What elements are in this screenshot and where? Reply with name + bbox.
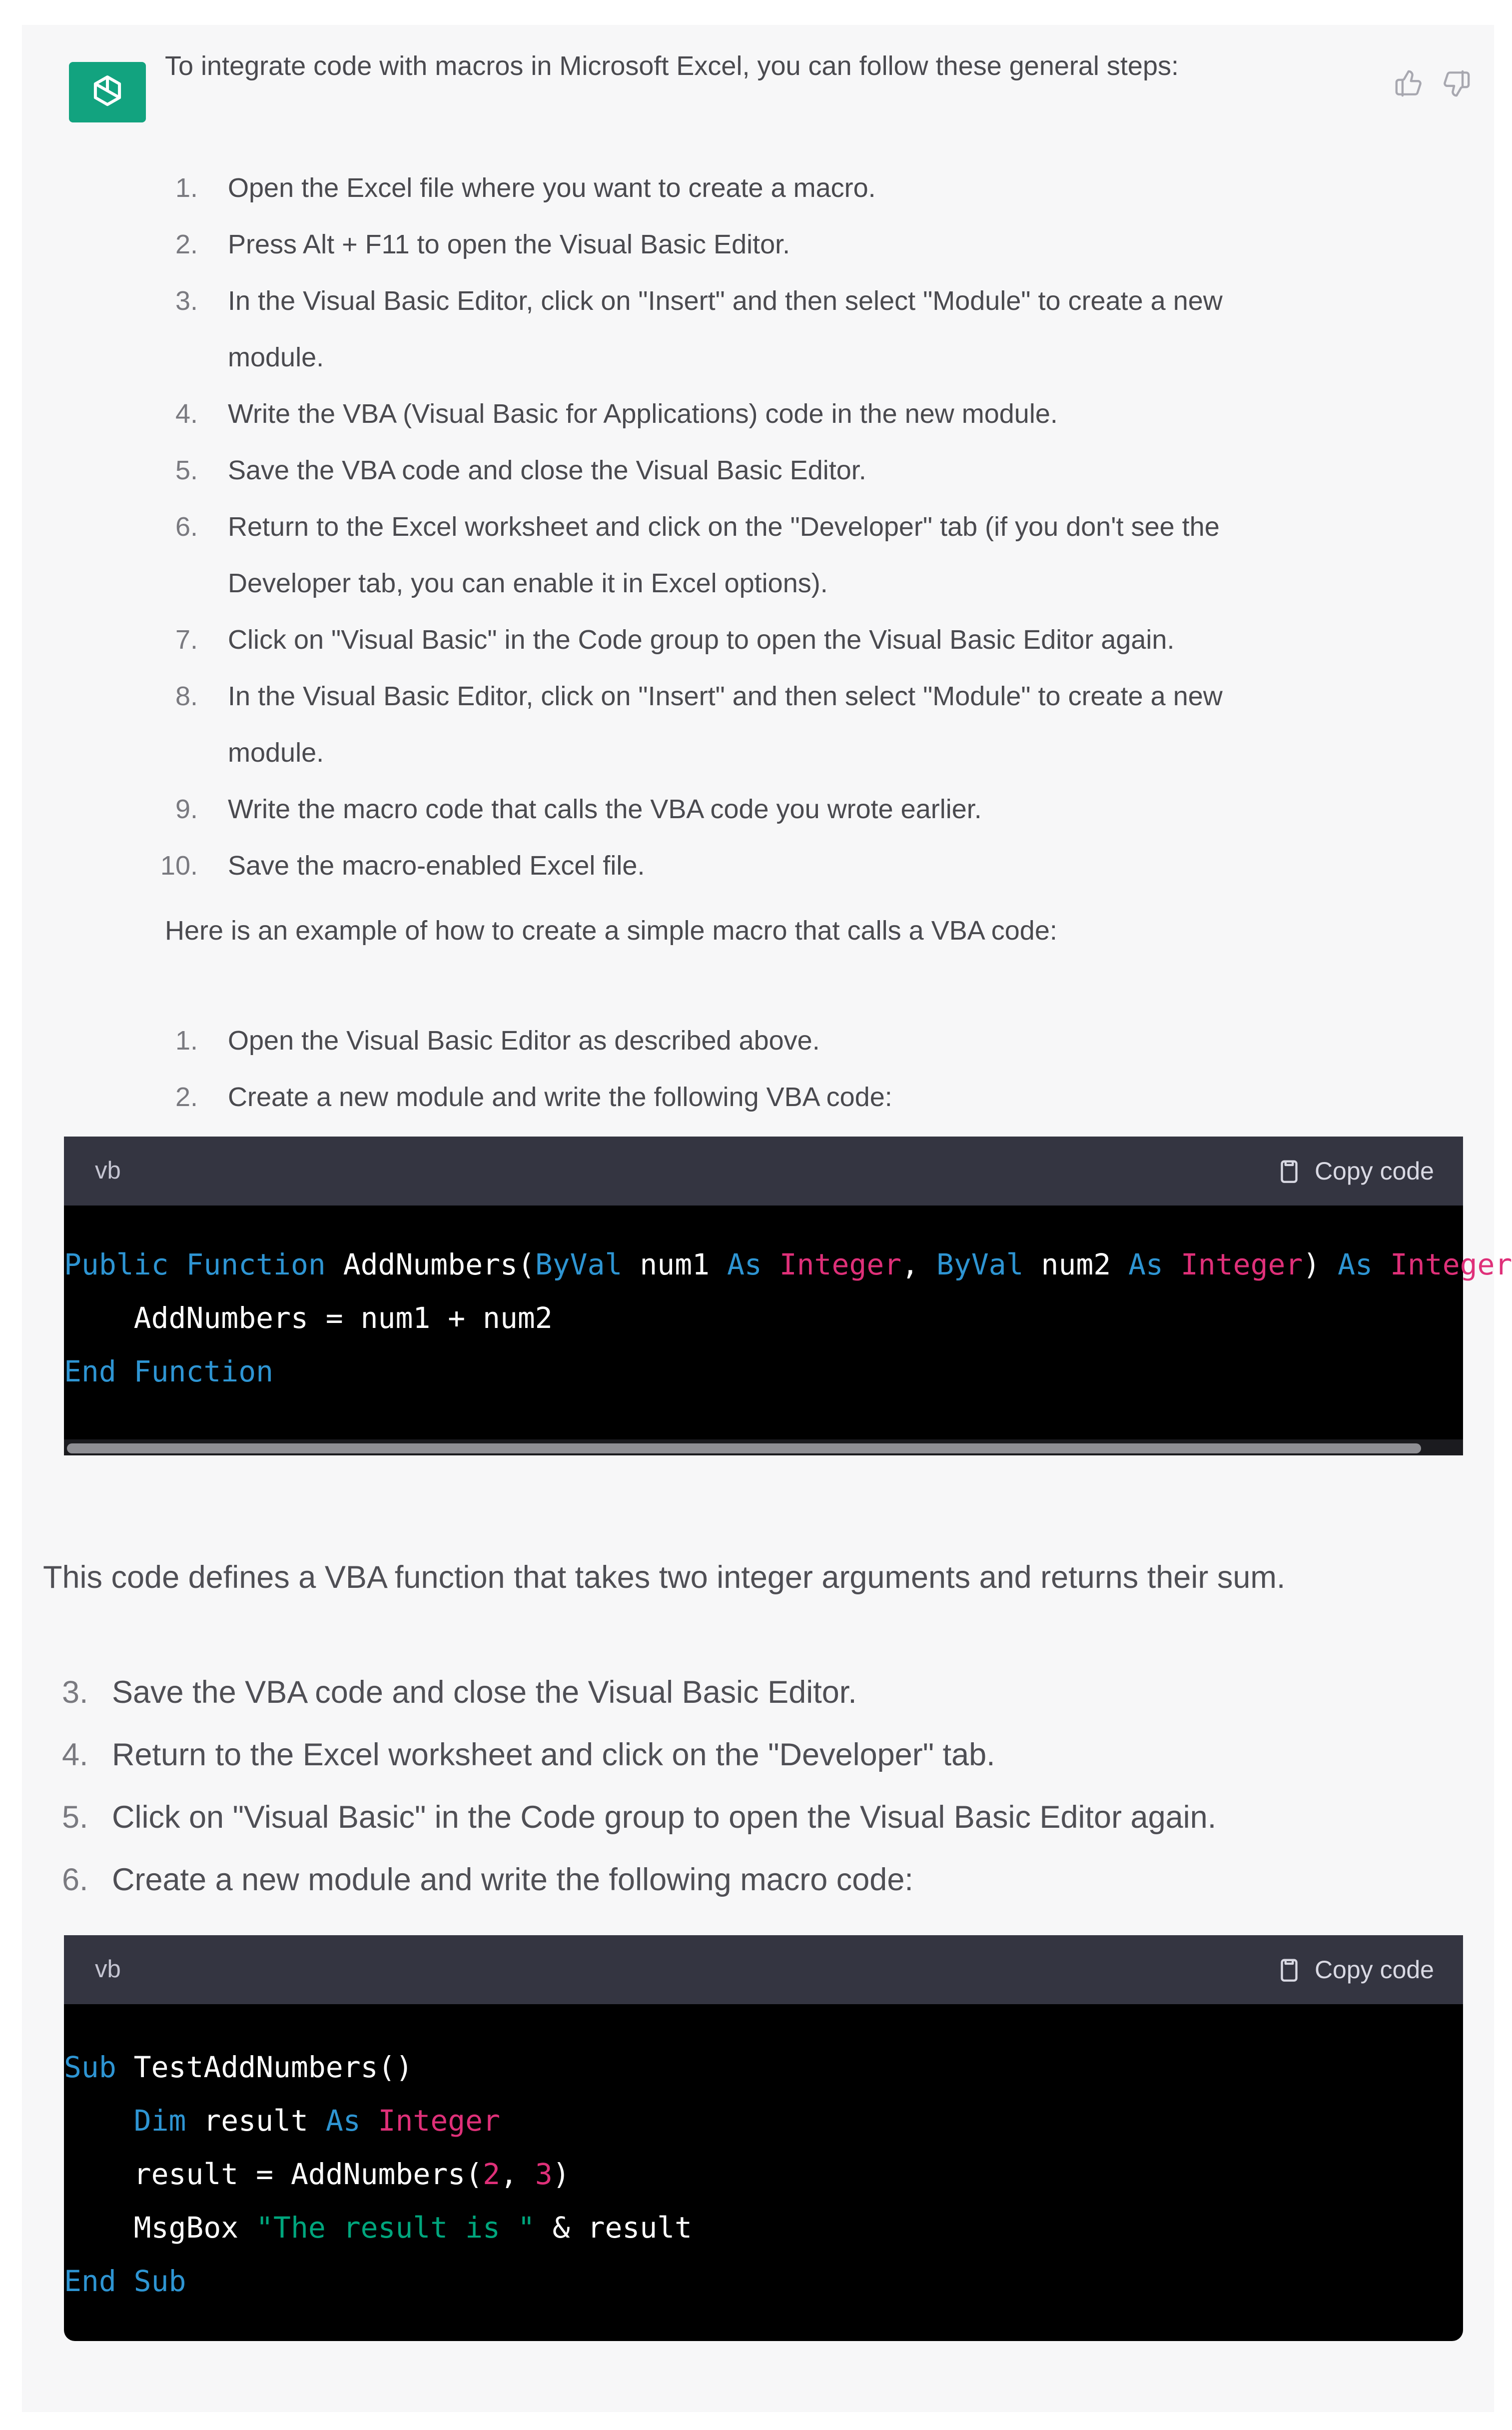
step-number: 1. — [175, 1026, 198, 1056]
code-token: As — [1338, 1247, 1373, 1281]
explanation-text: This code defines a VBA function that takes two integer arguments and returns their sum. — [43, 1560, 1286, 1595]
step-number: 9. — [175, 794, 198, 824]
code-token: AddNumbers = num1 + num2 — [64, 1301, 553, 1335]
copy-code-button[interactable] — [1275, 1952, 1434, 1987]
code-token: Integer — [1180, 1247, 1303, 1281]
assistant-avatar — [69, 62, 146, 122]
step-text: module. — [228, 342, 324, 372]
code-line — [64, 1237, 1512, 1291]
step-text: Open the Visual Basic Editor as described above. — [228, 1026, 820, 1056]
step-text: Create a new module and write the following VBA code: — [228, 1082, 892, 1112]
code-token: , — [500, 2157, 535, 2191]
thumbs-down-button[interactable] — [1439, 66, 1474, 101]
step-number: 6. — [175, 512, 198, 542]
step-text: Click on "Visual Basic" in the Code group to open the Visual Basic Editor again. — [228, 625, 1175, 655]
code-token: , — [901, 1247, 936, 1281]
code-token: 2 — [483, 2157, 500, 2191]
code-token: Public Function — [64, 1247, 326, 1281]
assistant-message — [22, 25, 1512, 2412]
thumbs-down-icon — [1442, 69, 1471, 98]
code-token: Integer — [779, 1247, 902, 1281]
code-token: & result — [535, 2211, 693, 2245]
code-line — [64, 1291, 553, 1345]
step-number: 5. — [62, 1800, 88, 1835]
clipboard-icon — [1275, 1157, 1304, 1186]
step-text: Press Alt + F11 to open the Visual Basic Editor. — [228, 229, 790, 259]
code-token: 3 — [535, 2157, 553, 2191]
step-number: 3. — [175, 286, 198, 316]
step-text: Create a new module and write the following macro code: — [112, 1862, 913, 1897]
clipboard-icon — [1275, 1955, 1304, 1984]
code-line — [64, 2040, 413, 2094]
code-token: ByVal — [936, 1247, 1024, 1281]
step-text: Return to the Excel worksheet and click on the "Developer" tab (if you don't see the — [228, 512, 1220, 542]
code-token: MsgBox — [64, 2211, 256, 2245]
openai-logo-icon — [86, 71, 129, 114]
code-token: num1 — [622, 1247, 727, 1281]
code-token: "The result is " — [256, 2211, 535, 2245]
code-token: End Sub — [64, 2264, 186, 2298]
code-token — [1373, 1247, 1390, 1281]
code-block-macro — [64, 1935, 1463, 2341]
step-number: 5. — [175, 455, 198, 485]
code-language: vb — [95, 1956, 121, 1983]
code-token: As — [1128, 1247, 1163, 1281]
code-token: Integer — [378, 2104, 501, 2138]
step-number: 2. — [175, 1082, 198, 1112]
code-line — [64, 2201, 692, 2255]
step-text: Developer tab, you can enable it in Excel options). — [228, 568, 828, 598]
step-number: 7. — [175, 625, 198, 655]
step-number: 4. — [62, 1737, 88, 1772]
code-token — [1163, 1247, 1181, 1281]
step-text: module. — [228, 738, 324, 768]
step-number: 1. — [175, 173, 198, 203]
code-line — [64, 2254, 186, 2308]
code-token: As — [325, 2104, 361, 2138]
step-text: Return to the Excel worksheet and click on the "Developer" tab. — [112, 1737, 995, 1772]
code-token: num2 — [1023, 1247, 1129, 1281]
step-text: Save the VBA code and close the Visual Basic Editor. — [228, 455, 866, 485]
code-body — [64, 1206, 1512, 1439]
code-token — [64, 2104, 134, 2138]
code-language: vb — [95, 1157, 121, 1184]
code-token: ) — [1303, 1247, 1338, 1281]
thumbs-up-button[interactable] — [1391, 66, 1426, 101]
code-token: ) — [552, 2157, 570, 2191]
horizontal-scrollbar[interactable] — [64, 1439, 1463, 1455]
code-token — [361, 2104, 378, 2138]
copy-code-label: Copy code — [1314, 1157, 1434, 1185]
step-number: 3. — [62, 1675, 88, 1710]
step-number: 8. — [175, 681, 198, 711]
code-block-vba-function — [64, 1137, 1512, 1455]
code-token: Sub — [64, 2050, 116, 2084]
example-intro-text: Here is an example of how to create a simple macro that calls a VBA code: — [165, 916, 1057, 946]
code-line — [64, 1344, 273, 1398]
step-number: 10. — [160, 851, 198, 881]
step-text: Write the VBA (Visual Basic for Applications) code in the new module. — [228, 399, 1058, 429]
step-text: Open the Excel file where you want to create a macro. — [228, 173, 876, 203]
code-line — [64, 2147, 570, 2201]
code-token: Integer — [1390, 1247, 1512, 1281]
intro-text: To integrate code with macros in Microsoft Excel, you can follow these general steps: — [165, 51, 1179, 81]
code-token — [762, 1247, 779, 1281]
code-body — [64, 2004, 1463, 2341]
code-token: result = AddNumbers( — [64, 2157, 483, 2191]
step-number: 4. — [175, 399, 198, 429]
step-text: Save the macro-enabled Excel file. — [228, 851, 645, 881]
step-number: 2. — [175, 229, 198, 259]
step-text: In the Visual Basic Editor, click on "Insert" and then select "Module" to create a new — [228, 286, 1223, 316]
code-header — [64, 1935, 1463, 2004]
code-token: AddNumbers( — [325, 1247, 535, 1281]
code-token: As — [727, 1247, 762, 1281]
copy-code-label: Copy code — [1314, 1956, 1434, 1984]
code-token: End Function — [64, 1354, 274, 1388]
code-token: TestAddNumbers() — [116, 2050, 413, 2084]
copy-code-button[interactable] — [1275, 1154, 1434, 1189]
step-text: Write the macro code that calls the VBA code you wrote earlier. — [228, 794, 982, 824]
step-number: 6. — [62, 1862, 88, 1897]
step-text: In the Visual Basic Editor, click on "Insert" and then select "Module" to create a new — [228, 681, 1223, 711]
code-token: result — [186, 2104, 326, 2138]
step-text: Click on "Visual Basic" in the Code group to open the Visual Basic Editor again. — [112, 1800, 1217, 1835]
code-header — [64, 1137, 1463, 1206]
code-line — [64, 2094, 500, 2148]
step-text: Save the VBA code and close the Visual Basic Editor. — [112, 1675, 857, 1710]
thumbs-up-icon — [1394, 69, 1423, 98]
scrollbar-thumb[interactable] — [67, 1443, 1421, 1453]
code-token: ByVal — [535, 1247, 623, 1281]
code-token: Dim — [133, 2104, 186, 2138]
